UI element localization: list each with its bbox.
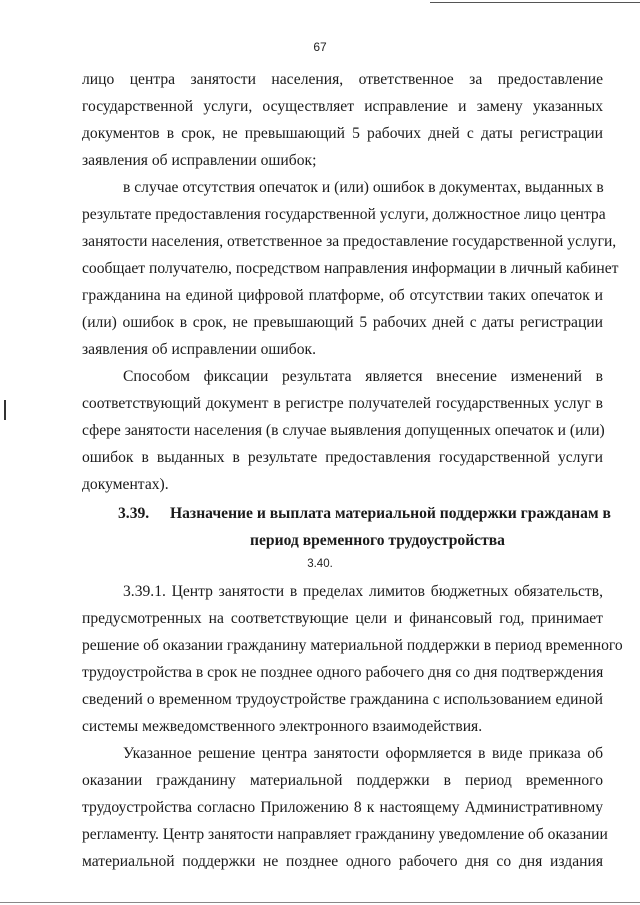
text-line: государственной услуги, осуществляет исправление и замену указанных	[82, 98, 603, 115]
scan-edge-bottom	[0, 902, 640, 903]
text-line: документов в срок, не превышающий 5 рабочих дней с даты регистрации	[82, 125, 603, 142]
sub-number: 3.40.	[307, 558, 333, 570]
text-line: сообщает получателю, посредством направления информации в личный кабинет	[82, 260, 619, 277]
section-heading-line: Назначение и выплата материальной поддержки гражданам в	[170, 505, 611, 522]
text-line: предусмотренных на соответствующие цели и финансовый год, принимает	[82, 610, 603, 627]
text-line: регламенту. Центр занятости направляет гражданину уведомление об оказании	[82, 826, 608, 843]
text-line: трудоустройства в срок не позднее одного рабочего дня со дня подтверждения	[82, 664, 604, 681]
text-line: Указанное решение центра занятости оформляется в виде приказа об	[123, 745, 603, 762]
text-line: материальной поддержки не позднее одного рабочего дня со дня издания	[82, 853, 603, 870]
text-line: результате предоставления государственной услуги, должностное лицо центра	[82, 206, 606, 223]
text-line: ошибок в выданных в результате предоставления государственной услуги	[82, 449, 603, 466]
page-number: 67	[313, 40, 327, 54]
section-heading-number: 3.39.	[118, 505, 150, 522]
text-line: Способом фиксации результата является внесение изменений в	[123, 368, 603, 385]
text-line: в случае отсутствия опечаток и (или) ошибок в документах, выданных в	[123, 179, 604, 196]
text-line: заявления об исправлении ошибок.	[82, 341, 316, 358]
text-line: заявления об исправлении ошибок;	[82, 152, 317, 169]
text-line: гражданина на единой цифровой платформе, об отсутствии таких опечаток и	[82, 287, 603, 304]
scan-edge-top	[430, 2, 640, 3]
text-line: 3.39.1. Центр занятости в пределах лимитов бюджетных обязательств,	[123, 583, 603, 600]
text-line: документах).	[82, 476, 169, 493]
text-line: (или) ошибок в срок, не превышающий 5 рабочих дней с даты регистрации	[82, 314, 603, 331]
text-line: лицо центра занятости населения, ответственное за предоставление	[82, 71, 603, 88]
text-line: оказании гражданину материальной поддержки в период временного	[82, 772, 603, 789]
margin-mark	[4, 400, 6, 420]
text-line: соответствующий документ в регистре получателей государственных услуг в	[82, 395, 603, 412]
text-line: системы межведомственного электронного взаимодействия.	[82, 718, 483, 735]
text-line: сведений о временном трудоустройстве гражданина с использованием единой	[82, 691, 603, 708]
section-heading-line: период временного трудоустройства	[250, 532, 505, 549]
text-line: занятости населения, ответственное за предоставление государственной услуги,	[82, 233, 617, 250]
text-line: решение об оказании гражданину материальной поддержки в период временного	[82, 637, 623, 654]
text-line: трудоустройства согласно Приложению 8 к настоящему Административному	[82, 799, 603, 816]
text-line: сфере занятости населения (в случае выявления допущенных опечаток и (или)	[82, 422, 605, 439]
